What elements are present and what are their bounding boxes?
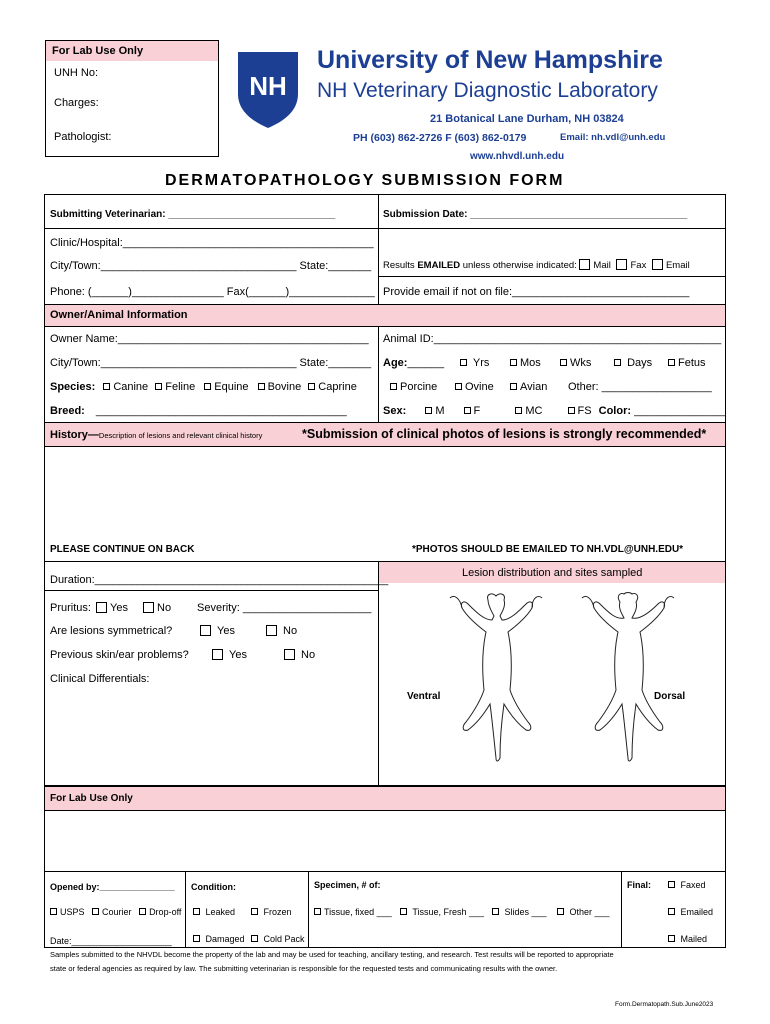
email-checkbox[interactable]	[652, 259, 663, 270]
dropoff-checkbox[interactable]	[139, 908, 146, 915]
lab-use-bottom-title: For Lab Use Only	[50, 793, 133, 804]
breed-field[interactable]: Breed: _________________________________________	[50, 405, 347, 417]
footer-disclaimer-line2: state or federal agencies as required by law. The submitting veterinarian is responsible for the requested tests and communicating results with the owner.	[50, 964, 558, 973]
final-mailed[interactable]: Mailed	[668, 932, 707, 946]
history-label: History—Description of lesions and relevant clinical history	[50, 429, 263, 441]
lab-website[interactable]: www.nhvdl.unh.edu	[470, 151, 565, 162]
age-days[interactable]: Days	[614, 356, 652, 370]
condition-cold-pack[interactable]: Cold Pack	[251, 932, 305, 946]
dorsal-dog-diagram[interactable]	[572, 590, 684, 770]
lab-use-top-title: For Lab Use Only	[52, 45, 144, 57]
lab-notes-area[interactable]	[46, 812, 724, 870]
continue-on-back-note: PLEASE CONTINUE ON BACK	[50, 544, 195, 555]
history-textarea[interactable]	[46, 448, 724, 538]
species-avian[interactable]: Avian	[510, 380, 547, 394]
photos-recommended-note: *Submission of clinical photos of lesions is strongly recommended*	[302, 427, 707, 441]
pruritus-no-checkbox[interactable]	[143, 602, 154, 613]
age-label: Age:______	[383, 357, 445, 369]
specimen-other[interactable]: Other ___	[557, 905, 610, 919]
pathologist-label[interactable]: Pathologist:	[54, 131, 112, 143]
ventral-dog-diagram[interactable]	[440, 590, 552, 770]
photos-email-note: *PHOTOS SHOULD BE EMAILED TO NH.VDL@UNH.EDU*	[412, 544, 684, 555]
species-ovine[interactable]: Ovine	[455, 380, 494, 394]
results-delivery: Results EMAILED unless otherwise indicated: Mail Fax Email	[383, 260, 690, 271]
age-mos[interactable]: Mos	[510, 356, 541, 370]
university-name: University of New Hampshire	[317, 46, 663, 74]
equine-checkbox[interactable]	[204, 383, 211, 390]
species-row: Species: Canine Feline Equine Bovine Caprine	[50, 381, 357, 393]
sex-f-checkbox[interactable]	[464, 407, 471, 414]
sex-fs-checkbox[interactable]	[568, 407, 575, 414]
severity-field[interactable]: Severity: _____________________	[197, 602, 372, 614]
previous-yes[interactable]: Yes	[212, 648, 247, 662]
unh-no-label[interactable]: UNH No:	[54, 67, 99, 79]
phone-fax-field[interactable]: Phone: (______)_______________ Fax(______)______________	[50, 286, 375, 298]
lab-date-field[interactable]: Date:____________________	[50, 936, 172, 946]
condition-label: Condition:	[191, 882, 236, 892]
duration-field[interactable]: Duration:________________________________________________	[50, 574, 389, 586]
provide-email-field[interactable]: Provide email if not on file:_____________________________	[383, 286, 690, 298]
pruritus-yes-checkbox[interactable]	[96, 602, 107, 613]
specimen-tissue-fresh[interactable]: Tissue, Fresh ___	[400, 905, 484, 919]
unh-shield-logo	[236, 50, 300, 130]
sex-mc-checkbox[interactable]	[515, 407, 522, 414]
bovine-checkbox[interactable]	[258, 383, 265, 390]
feline-checkbox[interactable]	[155, 383, 162, 390]
fax-checkbox[interactable]	[616, 259, 627, 270]
symmetrical-yes[interactable]: Yes	[200, 624, 235, 638]
lesion-distribution-title: Lesion distribution and sites sampled	[462, 567, 643, 579]
age-fetus[interactable]: Fetus	[668, 356, 706, 370]
dorsal-label: Dorsal	[654, 691, 686, 702]
submitter-city-field[interactable]: City/Town:________________________________ State:_______	[50, 260, 372, 272]
caprine-checkbox[interactable]	[308, 383, 315, 390]
sex-row: Sex: M F MC FS Color: _______________	[383, 405, 726, 417]
age-yrs[interactable]: Yrs	[460, 356, 489, 370]
symmetrical-no[interactable]: No	[266, 624, 297, 638]
differentials-label: Clinical Differentials:	[50, 673, 150, 685]
symmetrical-label: Are lesions symmetrical?	[50, 625, 173, 637]
usps-checkbox[interactable]	[50, 908, 57, 915]
owner-city-field[interactable]: City/Town:________________________________ State:_______	[50, 357, 372, 369]
owner-section-title: Owner/Animal Information	[50, 309, 188, 321]
age-wks[interactable]: Wks	[560, 356, 591, 370]
lab-phone-fax: PH (603) 862-2726 F (603) 862-0179	[353, 132, 527, 144]
footer-disclaimer-line1: Samples submitted to the NHVDL become the property of the lab and may be used for teaching, ancillary testing, and research. Test results will be reported to appropriate	[50, 950, 614, 959]
clinic-field[interactable]: Clinic/Hospital:_________________________________________	[50, 237, 374, 249]
species-porcine[interactable]: Porcine	[390, 380, 437, 394]
sex-m-checkbox[interactable]	[425, 407, 432, 414]
final-faxed[interactable]: Faxed	[668, 878, 706, 892]
specimen-slides[interactable]: Slides ___	[492, 905, 547, 919]
courier-checkbox[interactable]	[92, 908, 99, 915]
lab-email[interactable]: Email: nh.vdl@unh.edu	[560, 132, 666, 143]
final-emailed[interactable]: Emailed	[668, 905, 713, 919]
lab-address: 21 Botanical Lane Durham, NH 03824	[430, 113, 624, 125]
mail-checkbox[interactable]	[579, 259, 590, 270]
species-other-field[interactable]: Other: __________________	[568, 381, 712, 393]
ventral-label: Ventral	[407, 691, 441, 702]
submitting-vet-field[interactable]: Submitting Veterinarian: ______________________________	[50, 209, 336, 220]
pruritus-row: Pruritus: Yes No	[50, 602, 172, 614]
submission-date-field[interactable]: Submission Date: _______________________________________	[383, 209, 688, 220]
charges-label[interactable]: Charges:	[54, 97, 99, 109]
previous-no[interactable]: No	[284, 648, 315, 662]
form-title: DERMATOPATHOLOGY SUBMISSION FORM	[165, 172, 565, 189]
specimen-tissue-fixed[interactable]: Tissue, fixed ___	[314, 905, 392, 919]
logo-letters: NH	[249, 71, 287, 101]
opened-by-field[interactable]: Opened by:_______________	[50, 882, 175, 892]
form-code: Form.Dermatopath.Sub.June2023	[615, 1001, 714, 1008]
delivery-row: USPS Courier Drop-off	[50, 905, 181, 919]
previous-problems-label: Previous skin/ear problems?	[50, 649, 189, 661]
canine-checkbox[interactable]	[103, 383, 110, 390]
condition-frozen[interactable]: Frozen	[251, 905, 292, 919]
specimen-label: Specimen, # of:	[314, 880, 381, 890]
lab-name: NH Veterinary Diagnostic Laboratory	[317, 79, 658, 102]
animal-id-field[interactable]: Animal ID:_______________________________________________	[383, 333, 722, 345]
condition-leaked[interactable]: Leaked	[193, 905, 235, 919]
final-label: Final:	[627, 880, 651, 890]
condition-damaged[interactable]: Damaged	[193, 932, 245, 946]
owner-name-field[interactable]: Owner Name:_________________________________________	[50, 333, 369, 345]
